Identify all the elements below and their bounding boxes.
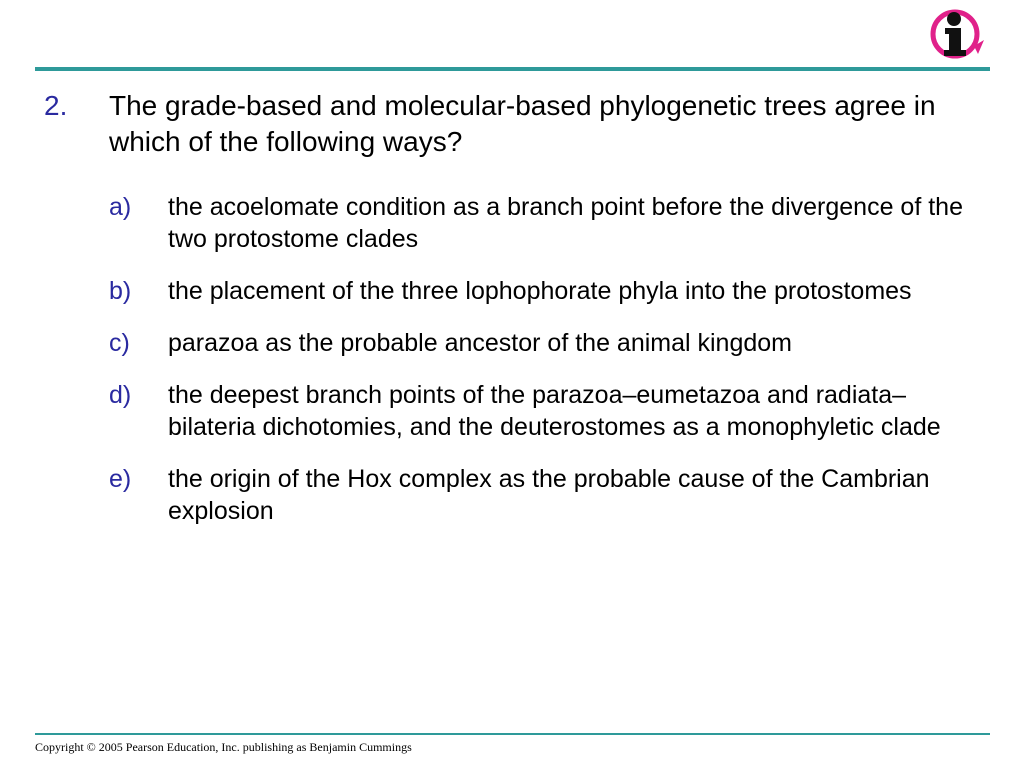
option-label: a) xyxy=(109,193,132,221)
option-text: parazoa as the probable ancestor of the animal kingdom xyxy=(168,329,792,357)
option-a xyxy=(109,191,989,255)
option-label: e) xyxy=(109,465,132,493)
option-b xyxy=(109,275,989,307)
option-c xyxy=(109,327,989,359)
option-label: b) xyxy=(109,277,132,305)
top-divider xyxy=(35,67,990,71)
option-e xyxy=(109,463,989,527)
bottom-divider xyxy=(35,733,990,735)
question-text: The grade-based and molecular-based phylogenetic trees agree in which of the following ways? xyxy=(109,90,936,157)
answer-options xyxy=(109,191,989,547)
option-label: d) xyxy=(109,381,132,409)
option-text: the deepest branch points of the parazoa–eumetazoa and radiata–bilateria dichotomies, and the deuterostomes as a monophyletic clade xyxy=(168,381,941,441)
option-d xyxy=(109,379,989,443)
option-text: the origin of the Hox complex as the probable cause of the Cambrian explosion xyxy=(168,465,930,525)
option-text: the placement of the three lophophorate phyla into the protostomes xyxy=(168,277,912,305)
option-text: the acoelomate condition as a branch point before the divergence of the two protostome clades xyxy=(168,193,963,253)
question-number: 2. xyxy=(44,90,68,121)
copyright-notice: Copyright © 2005 Pearson Education, Inc. publishing as Benjamin Cummings xyxy=(35,740,412,754)
info-i-logo-icon xyxy=(922,4,988,62)
option-label: c) xyxy=(109,329,130,357)
